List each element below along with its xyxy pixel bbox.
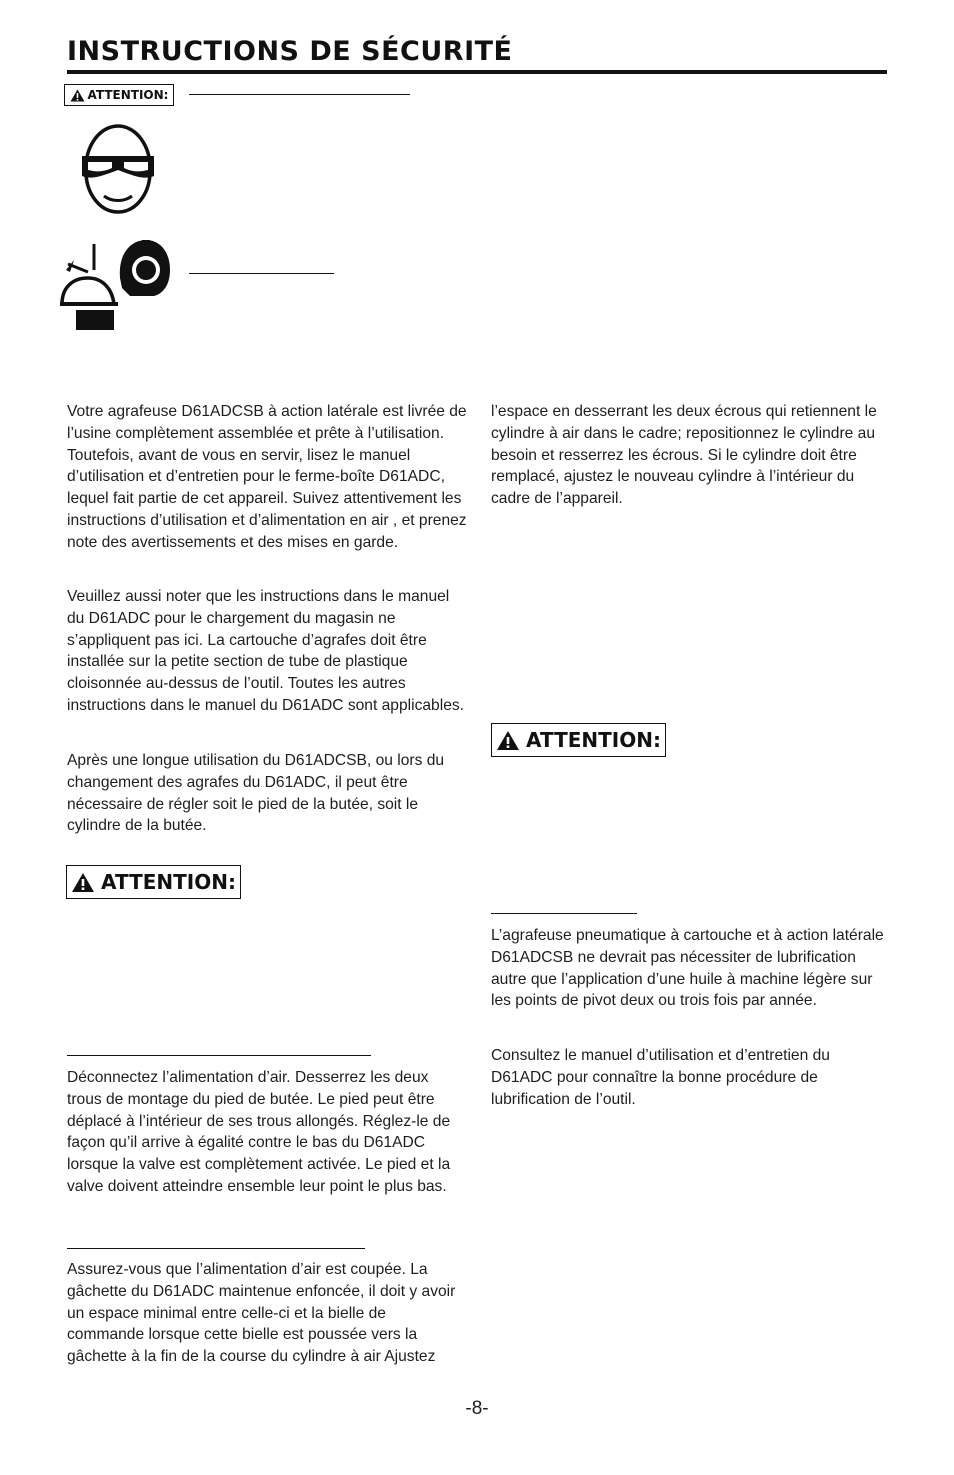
attention-badge-right: [491, 723, 666, 757]
hearing-protection-icon: [58, 238, 170, 332]
page-number: -8-: [465, 1398, 489, 1419]
safety-goggles-icon: [78, 124, 158, 216]
warning-triangle-icon: [496, 730, 520, 751]
cartridge-paragraph: Veuillez aussi noter que les instructions dans le manuel du D61ADC pour le chargement du magasin ne s’appliquent pas ici. La cartouche d’agrafes doit être installée sur la petite section de tube de plastique cloisonnée au-dessus de l’outil. Toutes les autres instructions dans le manuel du D61ADC sont applicables.: [67, 588, 464, 714]
blank-rule-cylinder: [67, 1248, 365, 1249]
blank-rule-hearing: [189, 273, 334, 274]
page-title: INSTRUCTIONS DE SÉCURITÉ: [67, 36, 513, 67]
lubrication-paragraph: L’agrafeuse pneumatique à cartouche et à action latérale D61ADCSB ne devrait pas nécessiter de lubrification autre que l’application d’une huile à machine légère sur les points de pivot deux ou trois fois par année.: [491, 927, 884, 1010]
lubrication-reference-paragraph: Consultez le manuel d’utilisation et d’entretien du D61ADC pour connaître la bonne procédure de lubrification de l’outil.: [491, 1047, 830, 1108]
foot-adjust-paragraph: Déconnectez l’alimentation d’air. Desserrez les deux trous de montage du pied de butée. Le pied peut être déplacé à l’intérieur de ses trous allongés. Réglez-le de façon qu’il arrive à égalité contre le bas du D61ADC lorsque la valve est complètement activée. Le pied et la valve doivent atteindre ensemble leur point le plus bas.: [67, 1069, 451, 1195]
attention-label: ATTENTION:: [87, 88, 169, 102]
intro-paragraph: Votre agrafeuse D61ADCSB à action latérale est livrée de l’usine complètement assemblée et prête à l’utilisation. Toutefois, avant de vous en servir, lisez le manuel d’utilisation et d’entretien pour le ferme-boîte D61ADC, lequel fait partie de cet appareil. Suivez attentivement les instructions d’utilisation et d’alimentation en air , et prenez note des avertissements et des mises en garde.: [67, 403, 467, 551]
attention-label: ATTENTION:: [526, 728, 661, 752]
attention-label: ATTENTION:: [101, 870, 236, 894]
warning-triangle-icon: [71, 872, 95, 893]
warning-triangle-icon: [70, 89, 85, 102]
attention-badge-small: [64, 84, 174, 106]
blank-rule-lubrication: [491, 913, 637, 914]
title-rule: [67, 70, 887, 74]
blank-rule-foot: [67, 1055, 371, 1056]
adjustment-paragraph: Après une longue utilisation du D61ADCSB, ou lors du changement des agrafes du D61ADC, il peut être nécessaire de régler soit le pied de la butée, soit le cylindre de la butée.: [67, 752, 445, 835]
cylinder-continued-paragraph: l’espace en desserrant les deux écrous qui retiennent le cylindre à air dans le cadre; repositionnez le cylindre au besoin et resserrez les écrous. Si le cylindre doit être remplacé, ajustez le nouveau cylindre à l’intérieur du cadre de l’appareil.: [491, 403, 877, 508]
blank-rule-top: [189, 94, 410, 95]
cylinder-adjust-paragraph: Assurez-vous que l’alimentation d’air est coupée. La gâchette du D61ADC maintenue enfoncée, il doit y avoir un espace minimal entre celle-ci et la bielle de commande lorsque cette bielle est poussée vers la gâchette à la fin de la course du cylindre à air Ajustez: [67, 1261, 456, 1366]
attention-badge-left: [66, 865, 241, 899]
